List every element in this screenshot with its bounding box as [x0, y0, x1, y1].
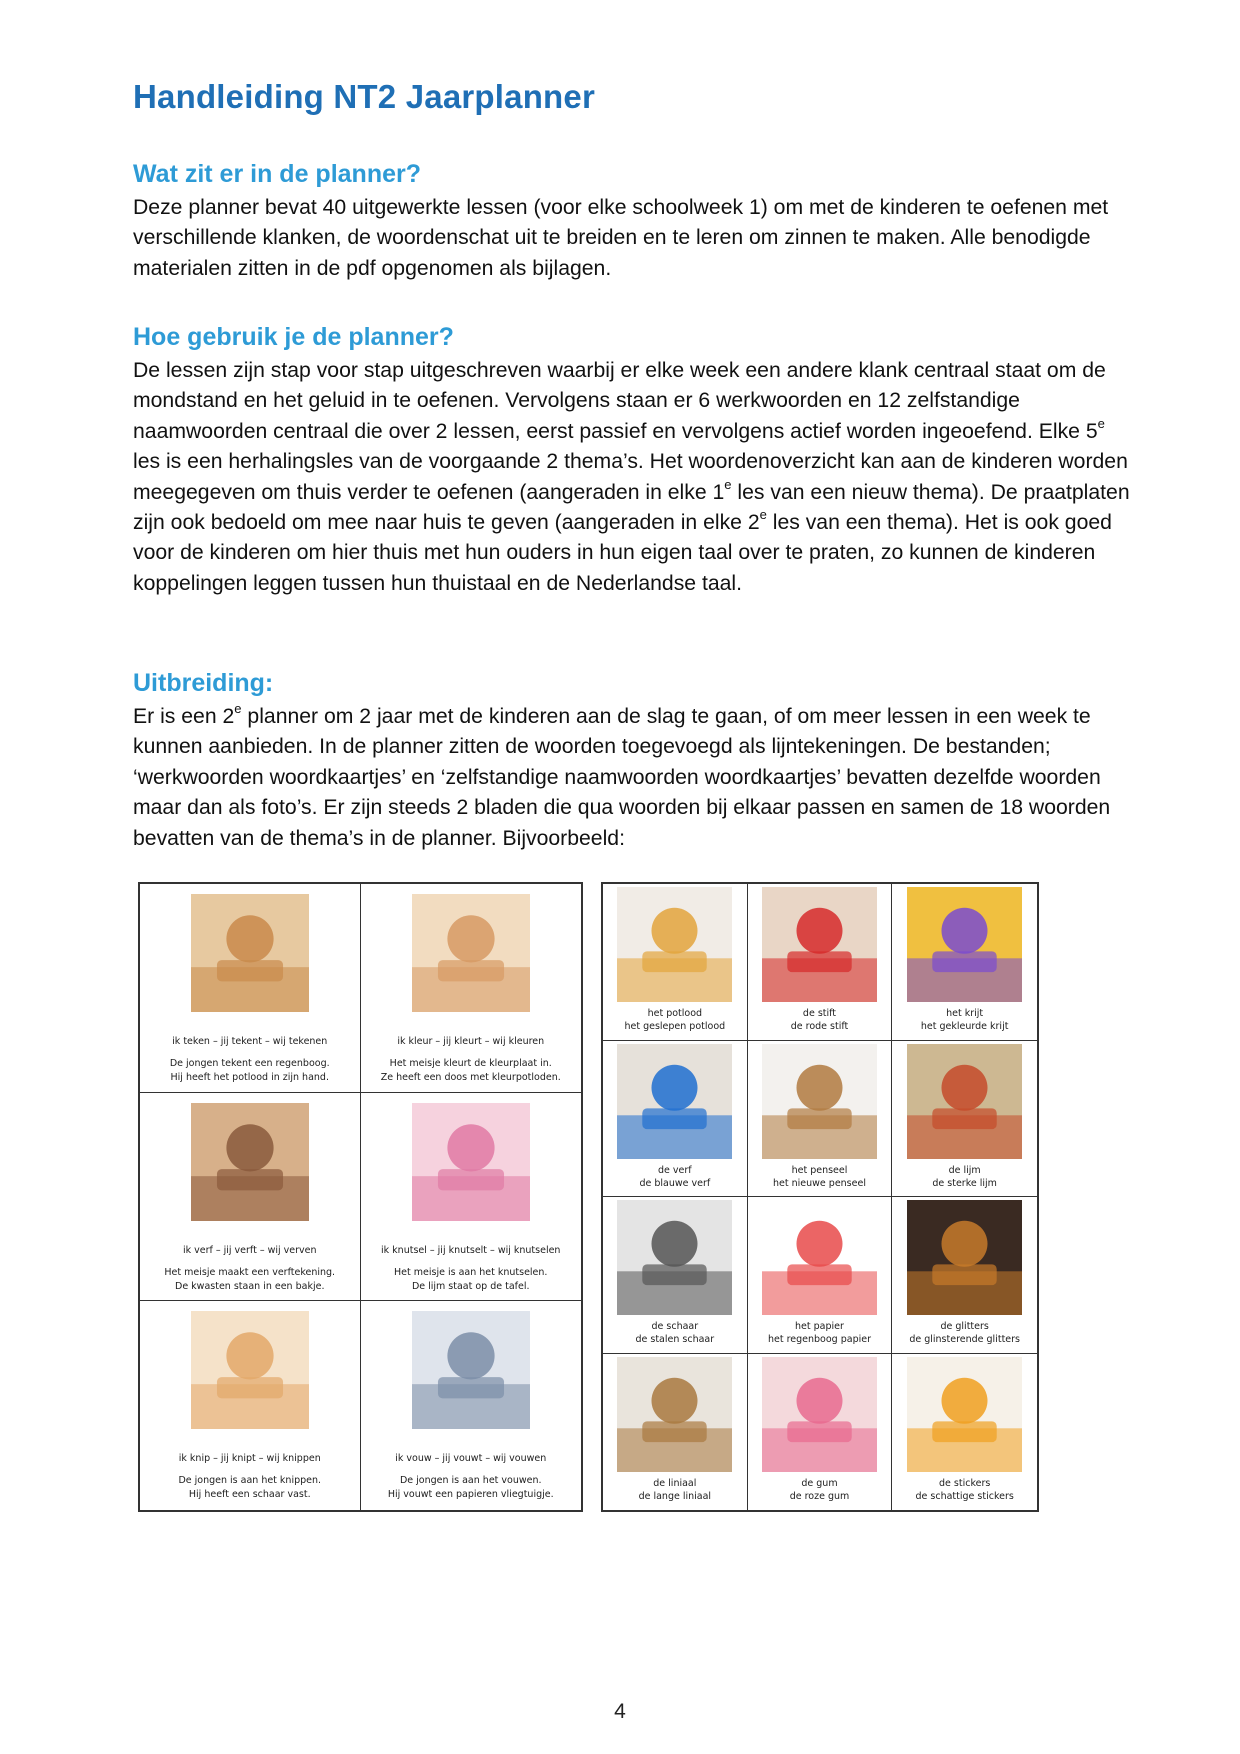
noun-word: de verf — [658, 1164, 692, 1176]
verb-conjugation: ik knutsel – jij knutselt – wij knutselen — [381, 1244, 561, 1256]
noun-phrase: de lange liniaal — [638, 1490, 712, 1502]
noun-label — [791, 1007, 849, 1033]
noun-phrase: de rode stift — [790, 1021, 849, 1032]
noun-label — [932, 1164, 997, 1190]
noun-phrase: de schattige stickers — [915, 1490, 1014, 1502]
example-sentence: Hij heeft het potlood in zijn hand. — [170, 1072, 329, 1083]
verb-card — [140, 1301, 361, 1510]
noun-cards-grid — [603, 884, 1037, 1510]
noun-card — [748, 1354, 893, 1511]
example-sentence: Ze heeft een doos met kleurpotloden. — [380, 1072, 561, 1083]
noun-label — [909, 1320, 1020, 1346]
marker-photo — [762, 887, 877, 1002]
page-title: Handleiding NT2 Jaarplanner — [133, 78, 596, 115]
noun-word: de stift — [802, 1008, 837, 1019]
example-sentence: De jongen is aan het vouwen. — [399, 1475, 542, 1487]
example-sentence: Het meisje is aan het knutselen. — [394, 1266, 548, 1278]
child-drawing-photo — [191, 894, 309, 1012]
noun-word: de glitters — [940, 1321, 989, 1332]
noun-card — [892, 1354, 1037, 1511]
noun-word: de gum — [801, 1477, 838, 1489]
section-contents — [133, 160, 1133, 284]
text-run: De lessen zijn stap voor stap uitgeschreven waarbij er elke week een andere klank centraal staat om de mondstand en het geluid in te oefenen. Vervolgens staan er 6 werkwoorden en 12 zelfstandige naamwoorden centraal die over 2 lessen, eerst passief en vervolgens actief worden ingeoefend. Elke 5 — [133, 359, 1106, 443]
noun-phrase: de glinsterende glitters — [909, 1334, 1020, 1345]
noun-label — [624, 1007, 725, 1033]
verb-card — [140, 1093, 361, 1302]
page-number: 4 — [614, 1700, 626, 1723]
section-paragraph — [133, 702, 1133, 854]
noun-word: het krijt — [946, 1008, 984, 1019]
section-heading: Hoe gebruik je de planner? — [133, 323, 454, 351]
noun-card — [603, 1041, 748, 1198]
noun-label — [639, 1477, 712, 1503]
noun-label — [773, 1164, 866, 1190]
noun-card — [892, 1041, 1037, 1198]
crayons-photo — [907, 887, 1022, 1002]
example-sentence: De jongen tekent een regenboog. — [169, 1058, 330, 1069]
noun-word: de stickers — [939, 1477, 991, 1489]
section-extension — [133, 669, 1133, 854]
verb-conjugation: ik verf – jij verft – wij verven — [182, 1244, 317, 1256]
girl-crafting-photo — [412, 1103, 530, 1221]
verb-card — [140, 884, 361, 1093]
verb-card — [361, 1301, 582, 1510]
glue-photo — [907, 1044, 1022, 1159]
noun-card — [603, 1354, 748, 1511]
noun-label — [639, 1164, 710, 1190]
verb-cards-sheet — [138, 882, 583, 1512]
blue-paint-photo — [617, 1044, 732, 1159]
noun-card — [892, 1197, 1037, 1354]
stickers-photo — [907, 1357, 1022, 1472]
noun-phrase: het gekleurde krijt — [920, 1021, 1009, 1032]
girl-coloring-photo — [412, 894, 530, 1012]
noun-label — [921, 1007, 1009, 1033]
example-sentence: De lijm staat op de tafel. — [411, 1280, 530, 1292]
verb-cards-grid — [140, 884, 581, 1510]
example-sentence: Hij vouwt een papieren vliegtuigje. — [387, 1489, 554, 1501]
superscript: e — [1097, 415, 1105, 431]
noun-label — [916, 1477, 1014, 1503]
verb-card — [361, 1093, 582, 1302]
noun-phrase: het regenboog papier — [767, 1334, 871, 1345]
noun-word: het papier — [795, 1321, 844, 1332]
text-run: les van een nieuw thema). De praatplaten zijn ook bedoeld om mee naar huis te geven (aangeraden in elke 2 — [133, 480, 1130, 535]
text-run: les van een thema). Het is ook goed voor de kinderen om hier thuis met hun ouders in hun eigen taal over te praten, zo kunnen de kinderen koppelingen leggen tussen hun thuistaal en de Nederlandse taal. — [133, 511, 1112, 595]
example-sentence: Het meisje kleurt de kleurplaat in. — [389, 1058, 552, 1069]
noun-phrase: het geslepen potlood — [624, 1021, 726, 1032]
superscript: e — [724, 476, 732, 492]
section-heading: Uitbreiding: — [133, 669, 274, 697]
section-usage — [133, 323, 1133, 599]
text-run: planner om 2 jaar met de kinderen aan de slag te gaan, of om meer lessen in een week te kunnen aanbieden. In de planner zitten de woorden toegevoegd als lijntekeningen. De bestanden; ‘werkwoorden woordkaartjes’ en ‘zelfstandige naamwoorden woordkaartjes’ bevatten dezelfde woorden maar dan als foto’s. Er zijn steeds 2 bladen die qua woorden bij elkaar passen en samen de 18 woorden bevatten van de thema’s in de planner. Bijvoorbeeld: — [133, 705, 1111, 850]
example-sentences — [164, 1266, 335, 1294]
example-sentences — [381, 1057, 561, 1085]
noun-word: de liniaal — [653, 1477, 697, 1489]
noun-phrase: de stalen schaar — [635, 1334, 715, 1345]
noun-word: de lijm — [948, 1164, 981, 1176]
noun-phrase: de blauwe verf — [639, 1177, 711, 1189]
example-sentence: De kwasten staan in een bakje. — [175, 1280, 325, 1292]
boy-folding-photo — [412, 1311, 530, 1429]
girl-painting-photo — [191, 1103, 309, 1221]
example-sentence: De jongen is aan het knippen. — [178, 1475, 322, 1487]
noun-label — [635, 1320, 714, 1346]
noun-word: het potlood — [647, 1008, 703, 1019]
eraser-photo — [762, 1357, 877, 1472]
verb-conjugation: ik knip – jij knipt – wij knippen — [178, 1453, 321, 1465]
example-sentences — [394, 1266, 547, 1294]
example-sentences — [178, 1474, 321, 1502]
boy-cutting-photo — [191, 1311, 309, 1429]
verb-conjugation: ik kleur – jij kleurt – wij kleuren — [397, 1036, 545, 1047]
text-run: les is een herhalingsles van de voorgaande 2 thema’s. Het woordenoverzicht kan aan de kinderen worden meegegeven om thuis verder te oefenen (aangeraden in elke 1 — [133, 450, 1128, 504]
noun-card — [748, 1041, 893, 1198]
glitter-jar-photo — [907, 1200, 1022, 1315]
verb-conjugation: ik teken – jij tekent – wij tekenen — [172, 1036, 328, 1047]
verb-card — [361, 884, 582, 1093]
section-paragraph — [133, 356, 1133, 599]
noun-card — [748, 884, 893, 1041]
noun-card — [603, 884, 748, 1041]
superscript: e — [234, 700, 242, 716]
section-paragraph: Deze planner bevat 40 uitgewerkte lessen (voor elke schoolweek 1) om met de kinderen te oefenen met verschillende klanken, de woordenschat uit te breiden en te leren om zinnen te maken. Alle benodigde materialen zitten in de pdf opgenomen als bijlagen. — [133, 196, 1109, 280]
noun-phrase: de sterke lijm — [932, 1177, 997, 1189]
verb-conjugation: ik vouw – jij vouwt – wij vouwen — [395, 1453, 547, 1465]
example-sentences — [388, 1474, 554, 1502]
noun-phrase: het nieuwe penseel — [773, 1177, 866, 1189]
noun-card — [748, 1197, 893, 1354]
pencil-photo — [617, 887, 732, 1002]
ruler-photo — [617, 1357, 732, 1472]
noun-phrase: de roze gum — [789, 1490, 850, 1502]
paintbrush-photo — [762, 1044, 877, 1159]
example-sentence: Het meisje maakt een verftekening. — [164, 1266, 336, 1278]
example-sentences — [170, 1057, 330, 1085]
noun-word: de schaar — [651, 1321, 699, 1332]
noun-label — [768, 1320, 871, 1346]
example-sentence: Hij heeft een schaar vast. — [188, 1489, 311, 1501]
superscript: e — [759, 506, 767, 522]
noun-word: het penseel — [791, 1164, 848, 1176]
noun-label — [790, 1477, 850, 1503]
section-heading: Wat zit er in de planner? — [133, 160, 421, 188]
scissors-photo — [617, 1200, 732, 1315]
rainbow-paper-photo — [762, 1200, 877, 1315]
noun-card — [603, 1197, 748, 1354]
noun-card — [892, 884, 1037, 1041]
noun-cards-sheet — [601, 882, 1039, 1512]
text-run: Er is een 2 — [133, 705, 235, 728]
